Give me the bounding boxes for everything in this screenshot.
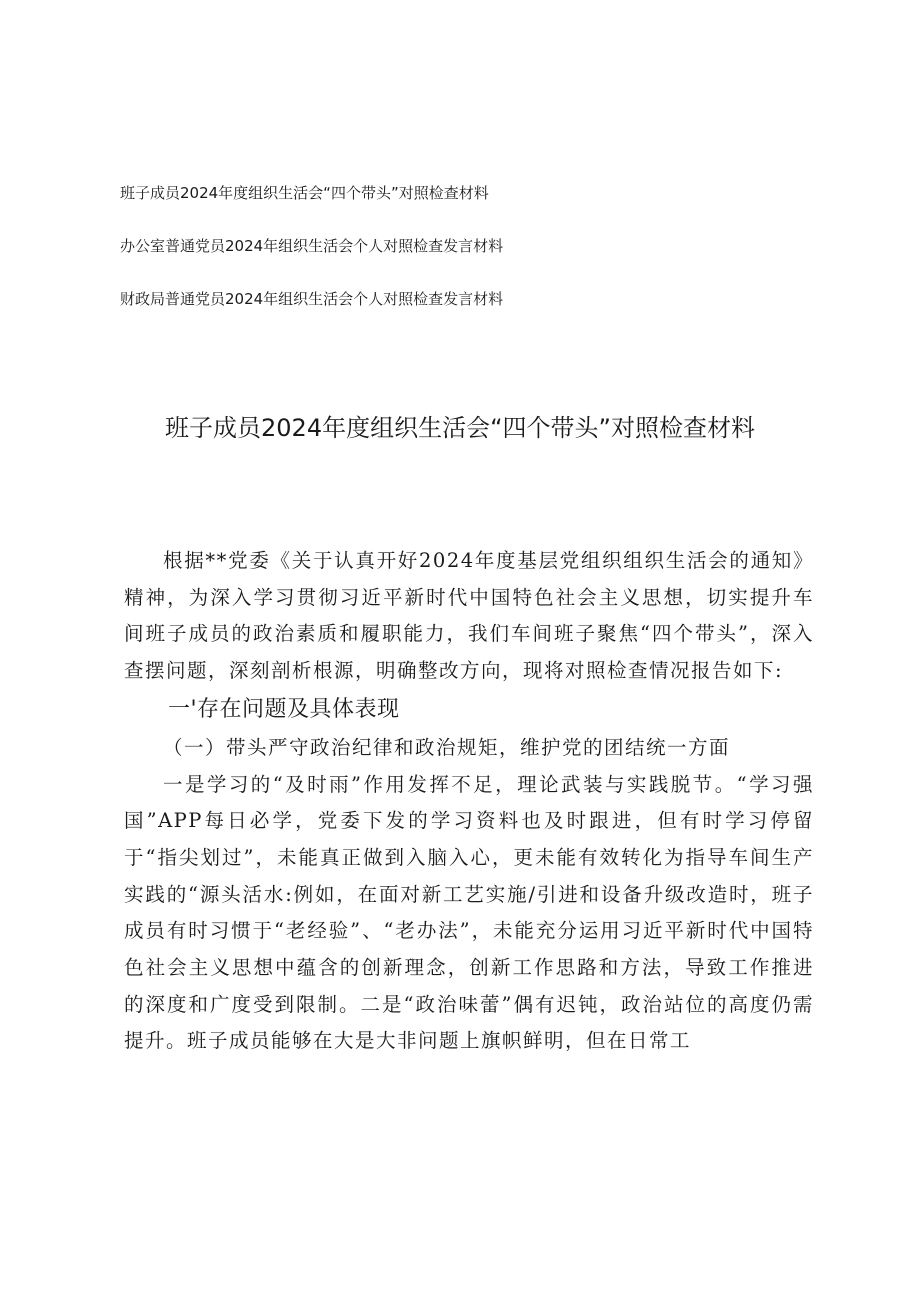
toc-item: 班子成员2024年度组织生活会“四个带头”对照检查材料 (120, 184, 489, 202)
intro-paragraph: 根据**党委《关于认真开好2024年度基层党组织组织生活会的通知》精神，为深入学习贯彻习近平新时代中国特色社会主义思想，切实提升车间班子成员的政治素质和履职能力，我们车间班子聚焦“四个带头”，深入查摆问题，深刻剖析根源，明确整改方向，现将对照检查情况报告如下: (124, 549, 814, 683)
body-paragraph: 一是学习的“及时雨”作用发挥不足，理论武装与实践脱节。“学习强国”APP每日必学，党委下发的学习资料也及时跟进，但有时学习停留于“指尖划过”，未能真正做到入脑入心，更未能有效转化为指导车间生产实践的“源头活水:例如，在面对新工艺实施/引进和设备升级改造时，班子成员有时习惯于“老经验”、“老办法”，未能充分运用习近平新时代中国特色社会主义思想中蕴含的创新理念，创新工作思路和方法，导致工作推进的深度和广度受到限制。二是“政治味蕾”偶有迟钝，政治站位的高度仍需提升。班子成员能够在大是大非问题上旗帜鲜明，但在日常工 (124, 772, 814, 1053)
toc-item: 办公室普通党员2024年组织生活会个人对照检查发言材料 (120, 237, 504, 255)
document-body (124, 543, 814, 1060)
toc-item: 财政局普通党员2024年组织生活会个人对照检查发言材料 (120, 290, 504, 308)
document-title: 班子成员2024年度组织生活会“四个带头”对照检查材料 (165, 414, 755, 442)
section-heading: 一'存在问题及具体表现 (168, 696, 400, 722)
table-of-contents (120, 180, 820, 339)
subsection-heading: （一）带头严守政治纪律和政治规矩，维护党的团结统一方面 (163, 735, 731, 759)
